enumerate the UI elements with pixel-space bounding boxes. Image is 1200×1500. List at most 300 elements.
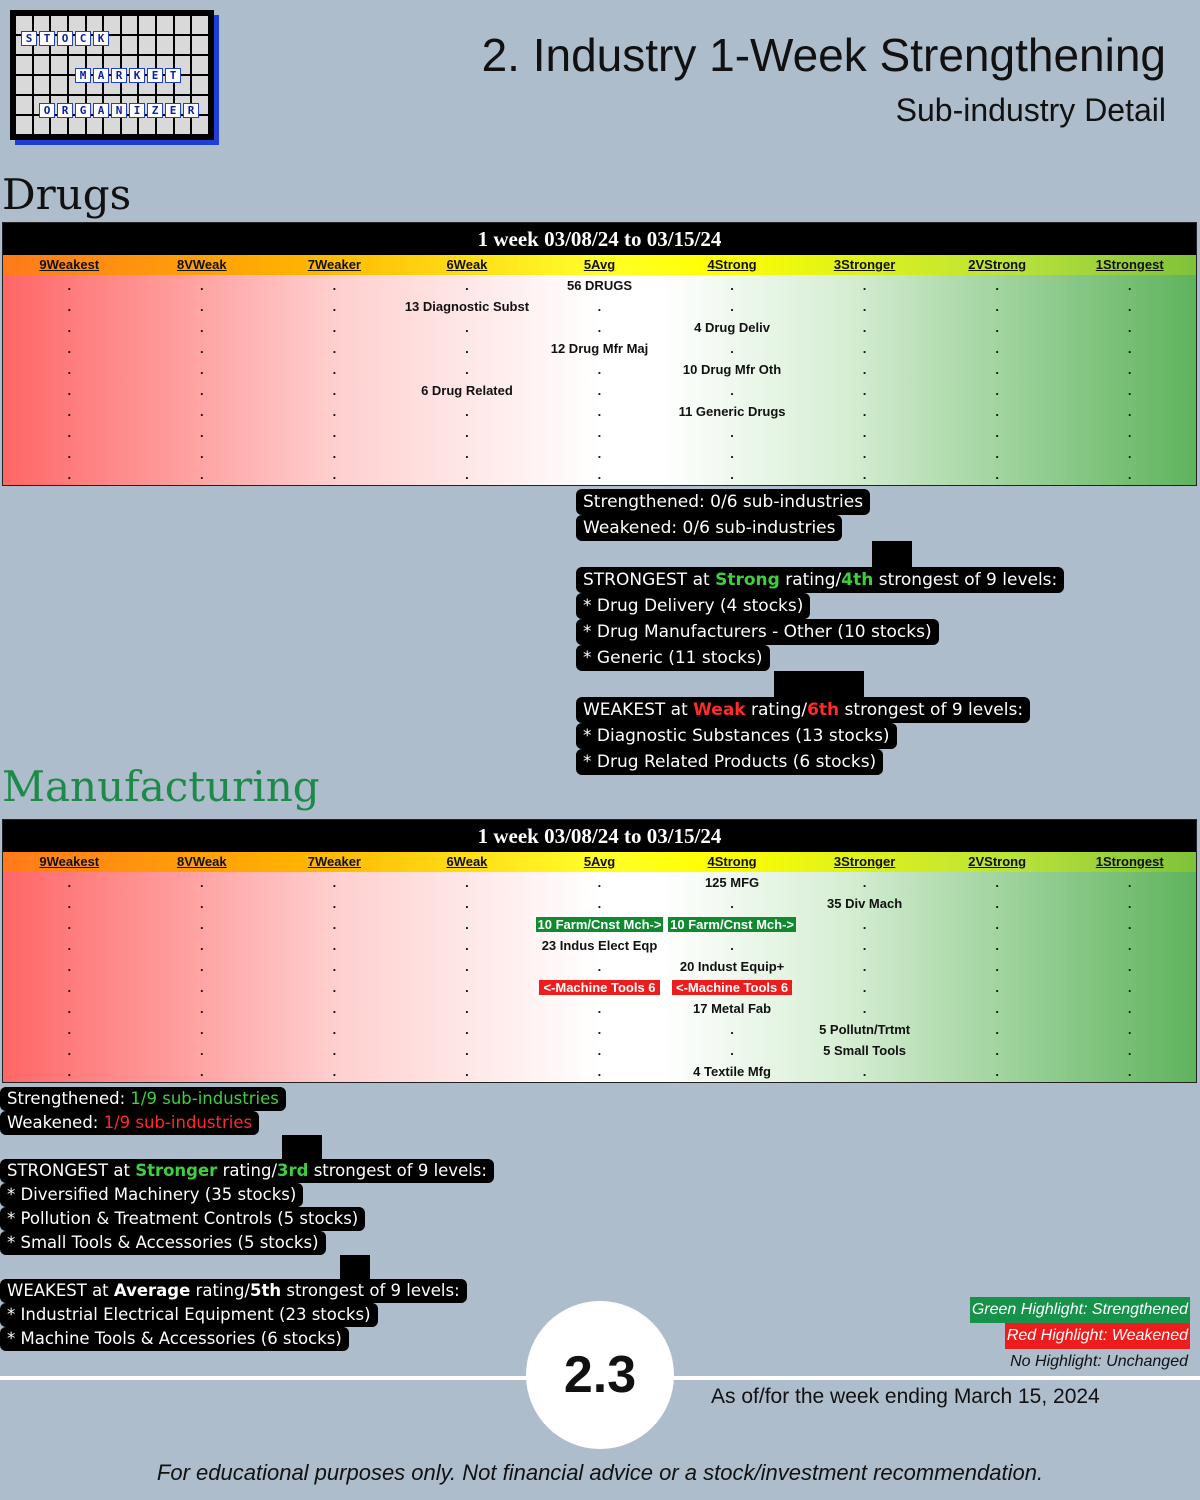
grid-cell (401, 935, 534, 956)
grid-cell (268, 935, 401, 956)
grid-cell (931, 296, 1064, 317)
grid-cell (3, 872, 136, 893)
logo-letter: K (129, 68, 145, 83)
empty-marker: . (862, 383, 867, 398)
page-title: 2. Industry 1-Week Strengthening (481, 29, 1166, 81)
grid-cell (666, 977, 799, 998)
grid-cell (401, 977, 534, 998)
drugs-section-title: Drugs (2, 170, 132, 219)
empty-marker: . (995, 875, 999, 890)
grid-cell (798, 872, 931, 893)
drugs-strongest-item: * Drug Manufacturers - Other (10 stocks) (576, 619, 939, 645)
grid-cell (401, 275, 534, 296)
grid-cell (1063, 464, 1196, 485)
empty-marker: . (200, 467, 204, 482)
empty-marker: . (597, 896, 602, 911)
level-header-2: 8VWeak (177, 257, 227, 272)
empty-marker: . (67, 980, 72, 995)
empty-marker: . (862, 467, 867, 482)
grid-cell (136, 998, 269, 1019)
empty-marker: . (332, 875, 337, 890)
empty-marker: . (332, 896, 337, 911)
empty-marker: . (730, 467, 734, 482)
legend-red-highlight: Red Highlight: Weakened (1005, 1323, 1190, 1349)
empty-marker: . (862, 1064, 867, 1079)
empty-marker: . (995, 1022, 999, 1037)
empty-marker: . (465, 1064, 469, 1079)
grid-cell (136, 296, 269, 317)
manufacturing-strongest-heading: STRONGEST at Stronger rating/3rd strongest of 9 levels: (0, 1159, 494, 1183)
logo-tile (34, 116, 50, 134)
grid-cell (533, 956, 666, 977)
disclaimer: For educational purposes only. Not financial advice or a stock/investment recommendation. (156, 1460, 1044, 1485)
empty-marker: . (730, 938, 734, 953)
logo-tile (104, 116, 120, 134)
empty-marker: . (200, 425, 204, 440)
empty-marker: . (995, 896, 999, 911)
manufacturing-level-header (3, 852, 1196, 872)
empty-marker: . (1127, 425, 1132, 440)
logo-letter: S (21, 31, 37, 46)
empty-marker: . (995, 425, 999, 440)
grid-cell (1063, 1061, 1196, 1082)
grid-cell (136, 275, 269, 296)
empty-marker: . (995, 1064, 999, 1079)
grid-cell (666, 380, 799, 401)
grid-cell (401, 956, 534, 977)
grid-cell (1063, 296, 1196, 317)
empty-marker: . (67, 1064, 72, 1079)
empty-marker: . (597, 1001, 602, 1016)
empty-marker: . (597, 383, 602, 398)
drugs-strength-grid (2, 222, 1197, 486)
grid-cell (3, 464, 136, 485)
empty-marker: . (1127, 1022, 1132, 1037)
empty-marker: . (1127, 341, 1132, 356)
grid-cell (533, 296, 666, 317)
sub-industry-label: 5 Small Tools (823, 1043, 907, 1058)
drugs-strongest-item: * Generic (11 stocks) (576, 645, 770, 671)
sub-industry-label: 5 Pollutn/Trtmt (819, 1022, 911, 1037)
grid-cell (798, 380, 931, 401)
empty-marker: . (200, 875, 204, 890)
grid-cell (401, 338, 534, 359)
grid-cell (401, 1061, 534, 1082)
logo-tile (51, 116, 67, 134)
sub-industry-label: 13 Diagnostic Subst (404, 299, 530, 314)
empty-marker: . (862, 320, 867, 335)
sub-industry-label: <-Machine Tools 6 (672, 980, 792, 995)
empty-marker: . (730, 383, 734, 398)
empty-marker: . (67, 917, 72, 932)
empty-marker: . (597, 1022, 602, 1037)
empty-marker: . (597, 959, 602, 974)
grid-cell (1063, 956, 1196, 977)
empty-marker: . (332, 959, 337, 974)
spacer (774, 671, 864, 697)
grid-cell (931, 914, 1064, 935)
level-header-7: 3Stronger (833, 854, 896, 869)
logo-tile (192, 56, 208, 74)
spacer (340, 1255, 370, 1279)
grid-cell (1063, 401, 1196, 422)
empty-marker: . (200, 383, 204, 398)
empty-marker: . (332, 320, 337, 335)
grid-cell (666, 935, 799, 956)
grid-cell (3, 893, 136, 914)
grid-cell (666, 296, 799, 317)
grid-cell (1063, 275, 1196, 296)
drugs-level-header (3, 255, 1196, 275)
grid-cell (533, 422, 666, 443)
grid-cell (931, 977, 1064, 998)
empty-marker: . (67, 404, 72, 419)
empty-marker: . (200, 917, 204, 932)
grid-cell (931, 275, 1064, 296)
drugs-strengthened-text: Strengthened: 0/6 sub-industries (576, 489, 870, 515)
empty-marker: . (995, 467, 999, 482)
empty-marker: . (332, 278, 337, 293)
drugs-strongest-heading: STRONGEST at Strong rating/4th strongest of 9 levels: (576, 567, 1064, 593)
empty-marker: . (995, 959, 999, 974)
grid-cell (136, 914, 269, 935)
grid-cell (1063, 1019, 1196, 1040)
logo-tile (122, 36, 138, 54)
empty-marker: . (200, 320, 204, 335)
grid-cell (268, 401, 401, 422)
grid-cell (136, 443, 269, 464)
empty-marker: . (465, 278, 469, 293)
grid-cell (401, 464, 534, 485)
sub-industry-label: <-Machine Tools 6 (539, 980, 659, 995)
empty-marker: . (332, 1064, 337, 1079)
grid-cell (533, 338, 666, 359)
grid-cell (268, 914, 401, 935)
grid-cell (3, 422, 136, 443)
empty-marker: . (332, 383, 337, 398)
grid-cell (3, 1019, 136, 1040)
empty-marker: . (995, 404, 999, 419)
empty-marker: . (67, 938, 72, 953)
empty-marker: . (67, 299, 72, 314)
spacer (872, 541, 912, 567)
level-header-3: 7Weaker (307, 854, 361, 869)
grid-cell (1063, 872, 1196, 893)
grid-cell (931, 1061, 1064, 1082)
sub-industry-label: 4 Drug Deliv (694, 320, 770, 335)
manufacturing-weakest-heading: WEAKEST at Average rating/5th strongest of 9 levels: (0, 1279, 467, 1303)
logo-letter: O (39, 103, 55, 118)
logo-letter: E (165, 103, 181, 118)
empty-marker: . (1127, 1001, 1132, 1016)
grid-cell (3, 401, 136, 422)
level-header-5: 5Avg (583, 854, 616, 869)
empty-marker: . (465, 1022, 469, 1037)
drugs-grid-title: 1 week 03/08/24 to 03/15/24 (3, 223, 1196, 255)
grid-cell (931, 338, 1064, 359)
level-header-3: 7Weaker (307, 257, 361, 272)
empty-marker: . (465, 446, 469, 461)
empty-marker: . (1127, 467, 1132, 482)
empty-marker: . (730, 278, 734, 293)
grid-cell (1063, 1040, 1196, 1061)
grid-cell (136, 893, 269, 914)
logo-letter: C (75, 31, 91, 46)
grid-cell (666, 998, 799, 1019)
empty-marker: . (597, 299, 602, 314)
grid-cell (798, 914, 931, 935)
as-of-date: As of/for the week ending March 15, 2024 (711, 1385, 1100, 1408)
empty-marker: . (465, 959, 469, 974)
grid-cell (798, 338, 931, 359)
grid-cell (1063, 422, 1196, 443)
manufacturing-summary-callout (0, 1087, 494, 1351)
empty-marker: . (200, 446, 204, 461)
manufacturing-strengthened-text: Strengthened: 1/9 sub-industries (0, 1087, 286, 1111)
grid-cell (931, 443, 1064, 464)
grid-cell (533, 1040, 666, 1061)
grid-cell (1063, 443, 1196, 464)
grid-cell (931, 380, 1064, 401)
grid-cell (931, 998, 1064, 1019)
empty-marker: . (332, 341, 337, 356)
empty-marker: . (200, 1043, 204, 1058)
logo-letter: Z (147, 103, 163, 118)
grid-cell (533, 464, 666, 485)
grid-cell (268, 359, 401, 380)
grid-cell (931, 872, 1064, 893)
sub-industry-label: 10 Farm/Cnst Mch-> (670, 917, 794, 932)
grid-cell (3, 317, 136, 338)
level-header-2: 8VWeak (177, 854, 227, 869)
grid-cell (136, 317, 269, 338)
empty-marker: . (465, 362, 469, 377)
logo-letter: G (75, 103, 91, 118)
logo-tile (16, 96, 32, 114)
empty-marker: . (465, 425, 469, 440)
empty-marker: . (200, 896, 204, 911)
empty-marker: . (67, 1043, 72, 1058)
grid-cell (3, 935, 136, 956)
sub-industry-label: 10 Drug Mfr Oth (682, 362, 782, 377)
logo-tile (51, 56, 67, 74)
empty-marker: . (200, 959, 204, 974)
empty-marker: . (67, 320, 72, 335)
drugs-summary-callout (576, 489, 1064, 775)
grid-cell (931, 956, 1064, 977)
empty-marker: . (862, 917, 867, 932)
grid-cell (401, 296, 534, 317)
grid-cell (931, 317, 1064, 338)
grid-cell (3, 956, 136, 977)
level-header-8: 2VStrong (968, 854, 1027, 869)
grid-cell (798, 317, 931, 338)
grid-cell (268, 1061, 401, 1082)
grid-cell (666, 893, 799, 914)
empty-marker: . (862, 278, 867, 293)
grid-cell (533, 998, 666, 1019)
logo-tile (16, 116, 32, 134)
empty-marker: . (995, 938, 999, 953)
empty-marker: . (1127, 875, 1132, 890)
empty-marker: . (1127, 917, 1132, 932)
drugs-weakest-heading: WEAKEST at Weak rating/6th strongest of 9 levels: (576, 697, 1030, 723)
level-header-5: 5Avg (583, 257, 616, 272)
grid-cell (533, 317, 666, 338)
grid-cell (666, 1019, 799, 1040)
page-subtitle: Sub-industry Detail (895, 92, 1166, 128)
logo-tile (192, 16, 208, 34)
grid-cell (3, 1040, 136, 1061)
grid-cell (1063, 338, 1196, 359)
empty-marker: . (597, 1064, 602, 1079)
grid-cell (798, 977, 931, 998)
grid-cell (401, 443, 534, 464)
empty-marker: . (67, 425, 72, 440)
grid-cell (1063, 317, 1196, 338)
grid-cell (798, 464, 931, 485)
sub-industry-label: 20 Indust Equip+ (679, 959, 785, 974)
sub-industry-label: 125 MFG (704, 875, 760, 890)
grid-cell (3, 977, 136, 998)
empty-marker: . (332, 446, 337, 461)
empty-marker: . (332, 362, 337, 377)
empty-marker: . (862, 938, 867, 953)
logo-letter: R (183, 103, 199, 118)
logo-tile (51, 76, 67, 94)
logo-tile (192, 36, 208, 54)
grid-cell (931, 359, 1064, 380)
sub-industry-label: 11 Generic Drugs (678, 404, 786, 419)
empty-marker: . (332, 1043, 337, 1058)
empty-marker: . (995, 1043, 999, 1058)
grid-cell (401, 317, 534, 338)
sub-industry-label: 35 Div Mach (827, 896, 903, 911)
grid-cell (533, 935, 666, 956)
stock-market-organizer-logo (10, 10, 214, 140)
manufacturing-strongest-item: * Diversified Machinery (35 stocks) (0, 1183, 303, 1207)
logo-tile (122, 16, 138, 34)
grid-cell (798, 422, 931, 443)
grid-cell (666, 338, 799, 359)
grid-cell (268, 380, 401, 401)
manufacturing-strongest-item: * Small Tools & Accessories (5 stocks) (0, 1231, 326, 1255)
grid-cell (136, 359, 269, 380)
empty-marker: . (465, 1001, 469, 1016)
grid-cell (268, 317, 401, 338)
empty-marker: . (67, 1001, 72, 1016)
drugs-strongest-item: * Drug Delivery (4 stocks) (576, 593, 810, 619)
logo-tile (139, 16, 155, 34)
level-header-7: 3Stronger (833, 257, 896, 272)
empty-marker: . (1127, 404, 1132, 419)
sub-industry-label: 12 Drug Mfr Maj (550, 341, 649, 356)
empty-marker: . (332, 425, 337, 440)
empty-marker: . (200, 980, 204, 995)
logo-letter: R (111, 68, 127, 83)
empty-marker: . (332, 917, 337, 932)
grid-cell (268, 464, 401, 485)
grid-cell (1063, 998, 1196, 1019)
empty-marker: . (597, 1043, 602, 1058)
empty-marker: . (862, 875, 867, 890)
level-header-4: 6Weak (446, 257, 488, 272)
grid-cell (666, 464, 799, 485)
sub-industry-label: 17 Metal Fab (693, 1001, 772, 1016)
grid-cell (136, 956, 269, 977)
empty-marker: . (332, 467, 337, 482)
grid-cell (401, 359, 534, 380)
empty-marker: . (67, 383, 72, 398)
drugs-weakest-item: * Drug Related Products (6 stocks) (576, 749, 883, 775)
empty-marker: . (730, 341, 734, 356)
logo-letter: A (93, 68, 109, 83)
sub-industry-label: 6 Drug Related (421, 383, 513, 398)
grid-cell (666, 275, 799, 296)
manufacturing-grid-body (3, 872, 1196, 1082)
empty-marker: . (332, 1022, 337, 1037)
logo-tile (175, 116, 191, 134)
manufacturing-strength-grid (2, 819, 1197, 1083)
grid-cell (798, 1061, 931, 1082)
grid-cell (533, 1019, 666, 1040)
empty-marker: . (465, 917, 469, 932)
grid-cell (798, 296, 931, 317)
empty-marker: . (597, 320, 602, 335)
grid-cell (798, 275, 931, 296)
level-header-4: 6Weak (446, 854, 488, 869)
empty-marker: . (995, 278, 999, 293)
empty-marker: . (730, 896, 734, 911)
empty-marker: . (332, 938, 337, 953)
grid-cell (798, 359, 931, 380)
empty-marker: . (1127, 1064, 1132, 1079)
empty-marker: . (1127, 980, 1132, 995)
logo-tile (16, 76, 32, 94)
empty-marker: . (465, 896, 469, 911)
sub-industry-label: 56 DRUGS (566, 278, 632, 293)
empty-marker: . (597, 467, 602, 482)
grid-cell (666, 956, 799, 977)
level-header-8: 2VStrong (968, 257, 1027, 272)
manufacturing-strongest-item: * Pollution & Treatment Controls (5 stocks) (0, 1207, 365, 1231)
empty-marker: . (465, 875, 469, 890)
grid-cell (533, 359, 666, 380)
grid-cell (401, 422, 534, 443)
logo-letter: K (93, 31, 109, 46)
grid-cell (666, 1061, 799, 1082)
grid-cell (3, 338, 136, 359)
empty-marker: . (730, 446, 734, 461)
grid-cell (136, 1061, 269, 1082)
logo-letter: N (111, 103, 127, 118)
sub-industry-label: 10 Farm/Cnst Mch-> (537, 917, 662, 932)
empty-marker: . (1127, 383, 1132, 398)
grid-cell (666, 1040, 799, 1061)
empty-marker: . (332, 980, 337, 995)
grid-cell (136, 935, 269, 956)
drugs-weakened-text: Weakened: 0/6 sub-industries (576, 515, 842, 541)
manufacturing-section-title: Manufacturing (2, 762, 320, 811)
grid-cell (533, 275, 666, 296)
empty-marker: . (1127, 1043, 1132, 1058)
empty-marker: . (995, 341, 999, 356)
grid-cell (3, 998, 136, 1019)
grid-cell (3, 443, 136, 464)
grid-cell (931, 422, 1064, 443)
grid-cell (136, 338, 269, 359)
logo-tile (157, 16, 173, 34)
